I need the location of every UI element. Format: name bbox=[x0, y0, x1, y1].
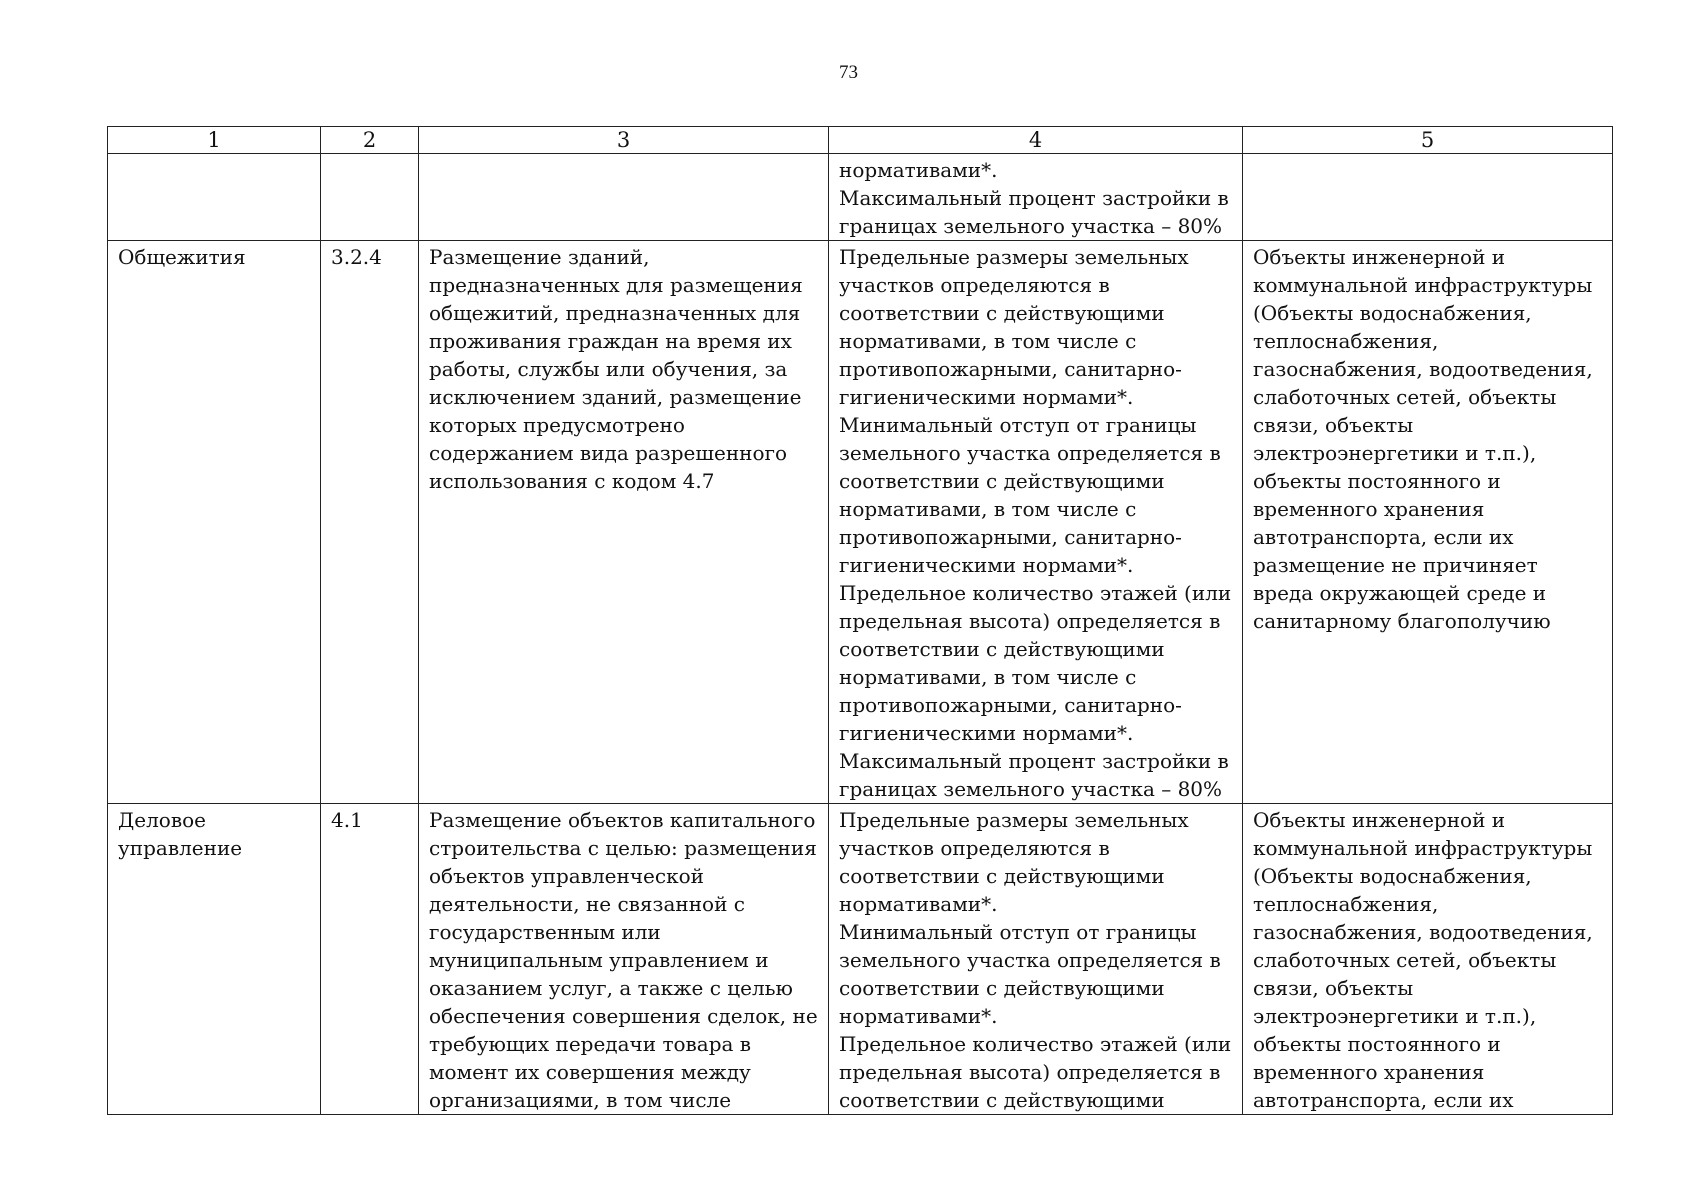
use-description-cell: Размещение объектов капитального строительства с целью: размещения объектов управленческой деятельности, не связанной с государственным или муниципальным управлением и оказанием услуг, а также с целью обеспечения совершения сделок, не требующих передачи товара в момент их совершения между организациями, в том числе bbox=[419, 804, 829, 1115]
parameters-cell: нормативами*. Максимальный процент застройки в границах земельного участка – 80% bbox=[829, 154, 1243, 241]
use-code-cell: 4.1 bbox=[321, 804, 419, 1115]
use-description-cell: Размещение зданий, предназначенных для размещения общежитий, предназначенных для проживания граждан на время их работы, службы или обучения, за исключением зданий, размещение которых предусмотрено содержанием вида разрешенного использования с кодом 4.7 bbox=[419, 241, 829, 804]
table-header-row bbox=[108, 127, 1613, 154]
auxiliary-uses-cell: Объекты инженерной и коммунальной инфраструктуры (Объекты водоснабжения, теплоснабжения, газоснабжения, водоотведения, слаботочных сетей, объекты связи, объекты электроэнергетики и т.п.), объекты постоянного и временного хранения автотранспорта, если их размещение не причиняет вреда окружающей среде и санитарному благополучию bbox=[1243, 241, 1613, 804]
column-header: 3 bbox=[419, 127, 829, 154]
column-header: 5 bbox=[1243, 127, 1613, 154]
auxiliary-uses-cell: Объекты инженерной и коммунальной инфраструктуры (Объекты водоснабжения, теплоснабжения, газоснабжения, водоотведения, слаботочных сетей, объекты связи, объекты электроэнергетики и т.п.), объекты постоянного и временного хранения автотранспорта, если их bbox=[1243, 804, 1613, 1115]
table-row bbox=[108, 241, 1613, 804]
auxiliary-uses-cell bbox=[1243, 154, 1613, 241]
column-header: 4 bbox=[829, 127, 1243, 154]
parameters-cell: Предельные размеры земельных участков определяются в соответствии с действующими нормативами, в том числе с противопожарными, санитарно-гигиеническими нормами*. Минимальный отступ от границы земельного участка определяется в соответствии с действующими нормативами, в том числе с противопожарными, санитарно-гигиеническими нормами*. Предельное количество этажей (или предельная высота) определяется в соответствии с действующими нормативами, в том числе с противопожарными, санитарно-гигиеническими нормами*. Максимальный процент застройки в границах земельного участка – 80% bbox=[829, 241, 1243, 804]
table-row bbox=[108, 804, 1613, 1115]
use-code-cell bbox=[321, 154, 419, 241]
use-name-cell bbox=[108, 154, 321, 241]
column-header: 2 bbox=[321, 127, 419, 154]
use-name-cell: Общежития bbox=[108, 241, 321, 804]
column-header: 1 bbox=[108, 127, 321, 154]
page-number: 73 bbox=[839, 62, 858, 83]
use-description-cell bbox=[419, 154, 829, 241]
land-use-table bbox=[107, 126, 1613, 1115]
use-name-cell: Деловое управление bbox=[108, 804, 321, 1115]
use-code-cell: 3.2.4 bbox=[321, 241, 419, 804]
table-row bbox=[108, 154, 1613, 241]
parameters-cell: Предельные размеры земельных участков определяются в соответствии с действующими нормативами*. Минимальный отступ от границы земельного участка определяется в соответствии с действующими нормативами*. Предельное количество этажей (или предельная высота) определяется в соответствии с действующими bbox=[829, 804, 1243, 1115]
